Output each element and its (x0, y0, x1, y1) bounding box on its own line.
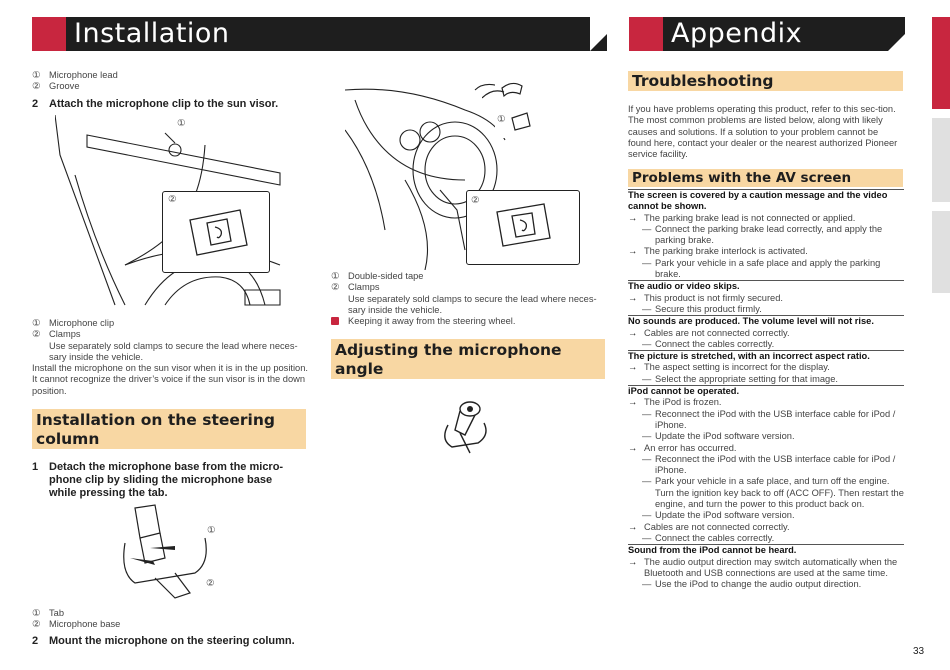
legend-col2 (331, 271, 603, 327)
problem-block (628, 544, 904, 590)
section-heading-av-screen: Problems with the AV screen (628, 169, 903, 187)
cause-item: → An error has occurred. (628, 442, 737, 453)
header-accent (629, 17, 663, 51)
dash-icon: — (642, 408, 652, 419)
header-accent (32, 17, 66, 51)
problem-title: Sound from the iPod cannot be heard. (628, 545, 797, 556)
section-heading-angle: Adjusting the microphone angle (331, 339, 605, 379)
legend-top (32, 70, 312, 93)
dash-icon: — (642, 373, 652, 384)
section-heading-steering: Installation on the steering column (32, 409, 306, 449)
dash-icon: — (642, 510, 652, 521)
clip-detail-icon (185, 205, 251, 260)
problem-title: The audio or video skips. (628, 281, 740, 292)
fig-marker-two: ② (168, 194, 177, 204)
list-item: ① Microphone clip (32, 318, 115, 328)
appendix-title: Appendix (671, 18, 803, 49)
step-attach-clip: 2 Attach the microphone clip to the sun visor. (32, 98, 279, 110)
cause-item: → The parking brake lead is not connected or applied. (628, 212, 856, 223)
arrow-right-icon: → (628, 362, 638, 373)
cause-item: → The parking brake interlock is activated. (628, 246, 808, 257)
list-item: ② Microphone base (32, 619, 121, 630)
list-item: ① Tab (32, 608, 64, 618)
solution-item: — Reconnect the iPod with the USB interface cable for iPod / iPhone. (642, 408, 896, 430)
dash-icon: — (642, 453, 652, 464)
cause-item: → The audio output direction may switch automatically when the Bluetooth and USB connections are used at the same time. (628, 556, 898, 578)
legend-bottom (32, 608, 310, 631)
arrow-right-icon: → (628, 442, 638, 453)
fig-marker-two: ② (206, 578, 215, 588)
solution-item: — Select the appropriate setting for that image. (642, 373, 838, 384)
list-item: ① Microphone lead (32, 70, 118, 80)
mic-angle-illustration (440, 395, 492, 455)
arrow-right-icon: → (628, 397, 638, 408)
page-number: 33 (913, 646, 925, 657)
visor-note: Install the microphone on the sun visor when it is in the up position. It cannot recognize the driver’s voice if the sun visor is in the down position. (32, 363, 308, 396)
solution-item: — Update the iPod software version. (642, 510, 795, 521)
installation-header (32, 17, 607, 51)
problem-title: The screen is covered by a caution message and the video cannot be shown. (628, 190, 888, 212)
cause-item: → This product is not firmly secured. (628, 292, 783, 303)
arrow-right-icon: → (628, 212, 638, 223)
problem-title: iPod cannot be operated. (628, 386, 740, 397)
list-item: ① Double-sided tape (331, 271, 424, 281)
arrow-right-icon: → (628, 327, 638, 338)
side-tab[interactable] (932, 211, 950, 293)
problem-block (628, 315, 904, 350)
clamps-note: Use separately sold clamps to secure the lead where neces-sary inside the vehicle. (49, 340, 298, 362)
dash-icon: — (642, 303, 652, 314)
clamps-note: Use separately sold clamps to secure the lead where neces-sary inside the vehicle. (348, 293, 597, 315)
solution-item: — Secure this product firmly. (642, 303, 762, 314)
dash-icon: — (642, 431, 652, 442)
cause-item: → The aspect setting is incorrect for the display. (628, 362, 830, 373)
header-notch (888, 17, 905, 51)
solution-item: — Park your vehicle in a safe place and apply the parking brake. (642, 257, 881, 280)
problem-block (628, 385, 904, 544)
solution-item: — Connect the cables correctly. (642, 338, 775, 349)
section-heading-troubleshooting: Troubleshooting (628, 71, 903, 91)
installation-title: Installation (74, 18, 230, 49)
solution-item: — Connect the cables correctly. (642, 532, 775, 543)
legend-mid (32, 318, 310, 397)
side-tab-active[interactable] (932, 17, 950, 109)
cause-item: → The iPod is frozen. (628, 397, 722, 408)
cause-item: → Cables are not connected correctly. (628, 327, 790, 338)
dash-icon: — (642, 579, 652, 590)
fig-marker-one: ① (207, 525, 216, 535)
tape-detail-icon (482, 78, 542, 138)
problem-title: No sounds are produced. The volume level will not rise. (628, 316, 874, 327)
arrow-right-icon: → (628, 246, 638, 257)
caution-note: Keeping it away from the steering wheel. (331, 316, 603, 327)
dash-icon: — (642, 476, 652, 487)
arrow-right-icon: → (628, 521, 638, 532)
dash-icon: — (642, 532, 652, 543)
list-item: ② Groove (32, 81, 80, 92)
solution-item: — Use the iPod to change the audio output direction. (642, 579, 862, 590)
cause-item: → Cables are not connected correctly. (628, 521, 790, 532)
problem-title: The picture is stretched, with an incorrect aspect ratio. (628, 351, 870, 362)
dash-icon: — (642, 223, 652, 234)
problem-block (628, 189, 904, 280)
dash-icon: — (642, 257, 652, 268)
fig-marker-one: ① (177, 118, 186, 128)
step-detach-base: 1 Detach the microphone base from the micro-phone clip by sliding the microphone base while pressing the tab. (32, 461, 284, 499)
header-notch (590, 17, 607, 51)
solution-item: — Reconnect the iPod with the USB interface cable for iPod / iPhone. (642, 453, 896, 476)
arrow-right-icon: → (628, 292, 638, 303)
list-item: ② Clamps (331, 282, 380, 293)
fig-marker-one: ① (497, 114, 506, 124)
dash-icon: — (642, 338, 652, 349)
problems-list (628, 189, 904, 590)
solution-item: — Park your vehicle in a safe place, and turn off the engine. Turn the ignition key back to off (ACC OFF). Then restart the engine, and turn the power to this product back on. (642, 476, 904, 510)
solution-item: — Connect the parking brake lead correctly, and apply the parking brake. (642, 223, 883, 246)
caution-icon (331, 317, 339, 325)
problem-block (628, 350, 904, 385)
clamp-detail-icon (492, 200, 554, 252)
appendix-header (629, 17, 905, 51)
side-tab[interactable] (932, 118, 950, 202)
arrow-right-icon: → (628, 556, 638, 567)
problem-block (628, 280, 904, 315)
list-item: ② Clamps (32, 329, 81, 340)
fig-marker-two: ② (471, 195, 480, 205)
step-mount-mic: 2 Mount the microphone on the steering column. (32, 635, 295, 647)
solution-item: — Update the iPod software version. (642, 431, 795, 442)
troubleshooting-intro: If you have problems operating this product, refer to this sec-tion. The most common problems are listed below, along with likely causes and solutions. If a solution to your problem cannot be found here, contact your dealer or the nearest authorized Pioneer service facility. (628, 104, 898, 160)
